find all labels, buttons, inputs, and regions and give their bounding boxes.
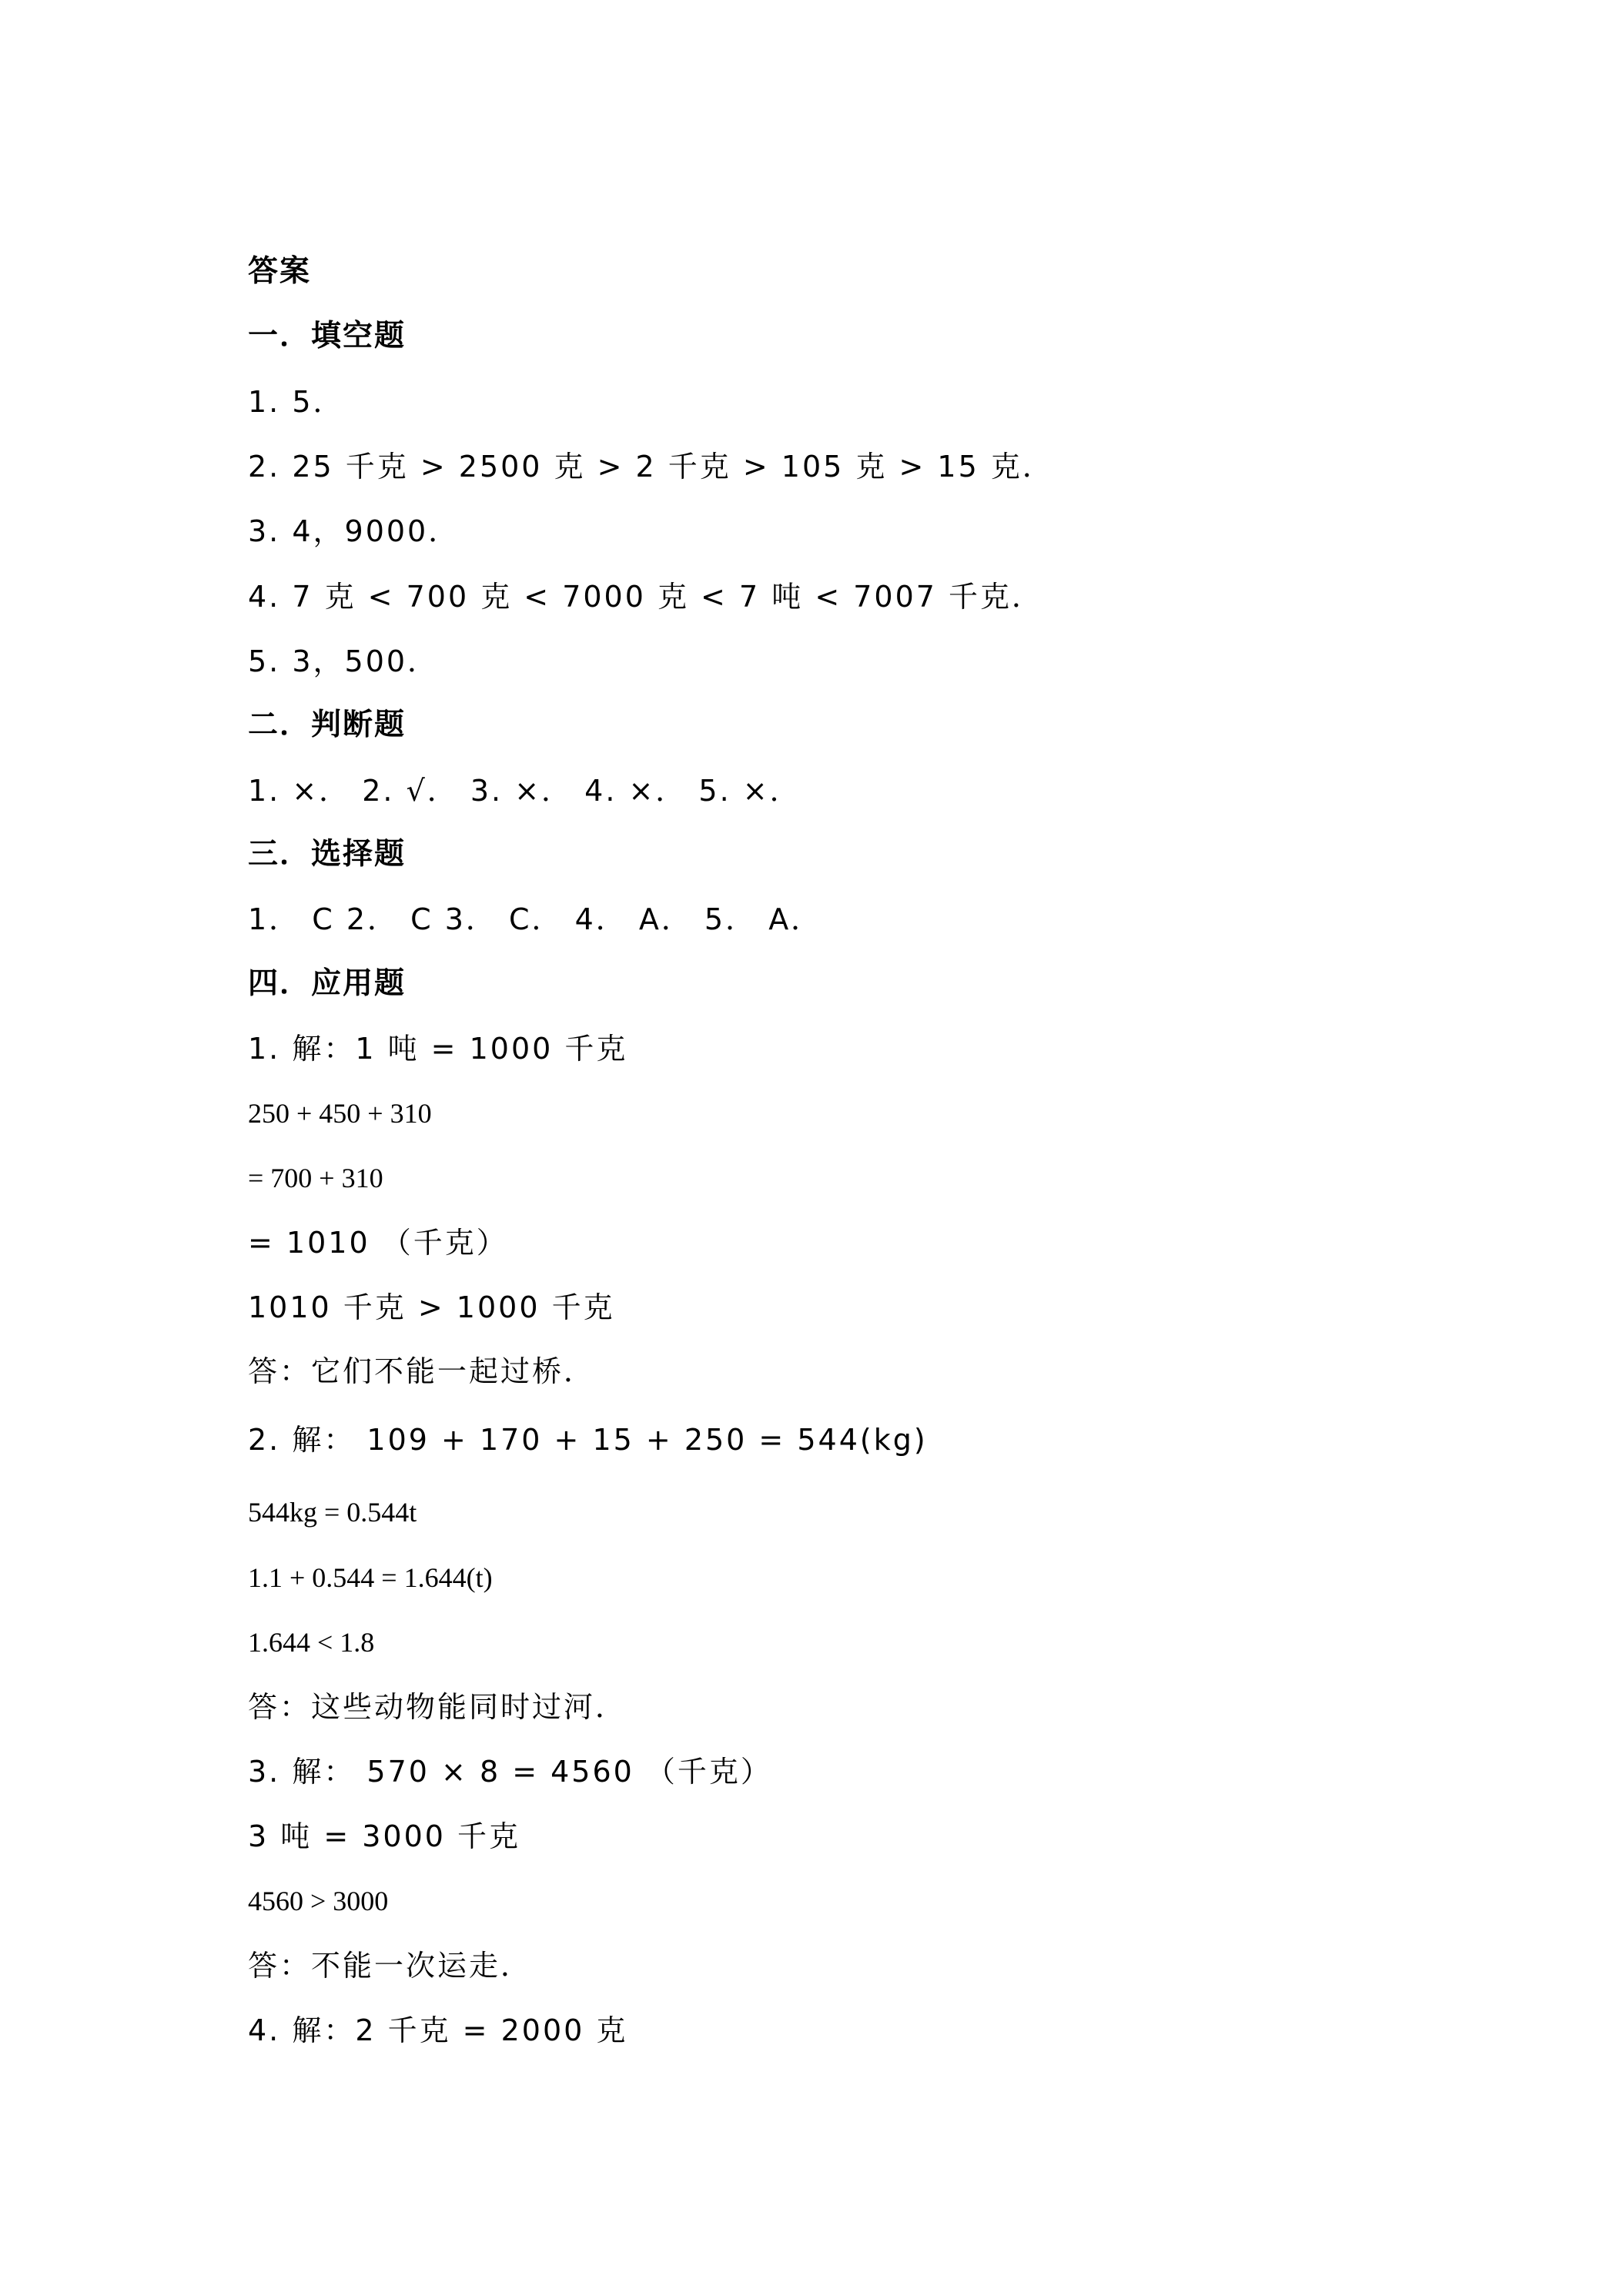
answer-line: 1. 5． (248, 385, 345, 419)
answer-line: = 700 + 310 (248, 1163, 383, 1193)
answer-line: 4560 > 3000 (248, 1886, 389, 1916)
answer-line: 答：它们不能一起过桥． (248, 1354, 596, 1388)
document-title: 答案 (248, 254, 312, 289)
answer-line: = 1010 （千克） (248, 1226, 508, 1260)
answer-line: 2. 25 千克 > 2500 克 > 2 千克 > 105 克 > 15 克． (248, 450, 1054, 484)
answer-line: 1． C 2． C 3． C． 4． A． 5． A． (248, 902, 823, 936)
answer-line: 3. 4，9000． (248, 514, 460, 548)
section-heading-multiple-choice: 三．选择题 (248, 837, 407, 872)
answer-line: 1.1 + 0.544 = 1.644(t) (248, 1562, 493, 1593)
section-heading-true-false: 二．判断题 (248, 708, 407, 742)
answer-line: 答：不能一次运走． (248, 1949, 533, 1983)
answer-line: 2. 解： 109 + 170 + 15 + 250 = 544(kg) (248, 1423, 928, 1457)
answer-line: 1. 解：1 吨 = 1000 千克 (248, 1032, 628, 1066)
section-heading-fill-in: 一．填空题 (248, 319, 407, 353)
answer-line: 1.644 < 1.8 (248, 1627, 375, 1658)
answer-line: 250 + 450 + 310 (248, 1098, 432, 1129)
answer-line: 3. 解： 570 × 8 = 4560 （千克） (248, 1755, 772, 1789)
answer-line: 544kg = 0.544t (248, 1497, 417, 1528)
answer-line: 5. 3，500． (248, 644, 440, 678)
answer-line: 4. 解：2 千克 = 2000 克 (248, 2013, 628, 2047)
section-heading-word-problems: 四．应用题 (248, 966, 407, 1001)
answer-line: 1. ×． 2. √． 3. ×． 4. ×． 5. ×． (248, 774, 801, 808)
answer-line: 3 吨 = 3000 千克 (248, 1819, 521, 1853)
answer-line: 4. 7 克 < 700 克 < 7000 克 < 7 吨 < 7007 千克． (248, 580, 1044, 614)
answer-line: 1010 千克 > 1000 千克 (248, 1290, 615, 1324)
answer-line: 答：这些动物能同时过河． (248, 1690, 627, 1724)
